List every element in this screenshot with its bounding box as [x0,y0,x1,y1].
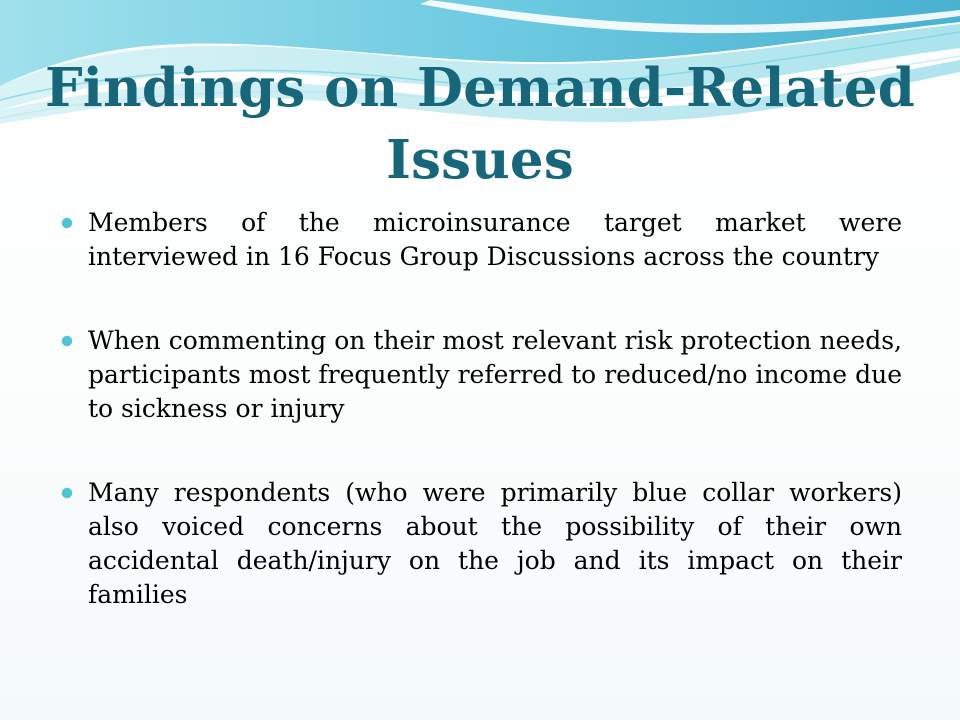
page-title: Findings on Demand-Related Issues [44,57,916,191]
list-item [60,324,902,426]
bullet-text: Members of the microinsurance target market were interviewed in 16 Focus Group Discussions across the country [88,208,902,271]
bullet-icon [62,218,72,228]
list-item [60,476,902,612]
bullet-icon [62,336,72,346]
bullet-text: When commenting on their most relevant risk protection needs, participants most frequently referred to reduced/no income due to sickness or injury [88,326,902,423]
bullet-text: Many respondents (who were primarily blue collar workers) also voiced concerns about the possibility of their own accidental death/injury on the job and its impact on their families [88,478,902,609]
bullet-list [60,206,902,612]
list-item [60,206,902,274]
bullet-icon [62,488,72,498]
